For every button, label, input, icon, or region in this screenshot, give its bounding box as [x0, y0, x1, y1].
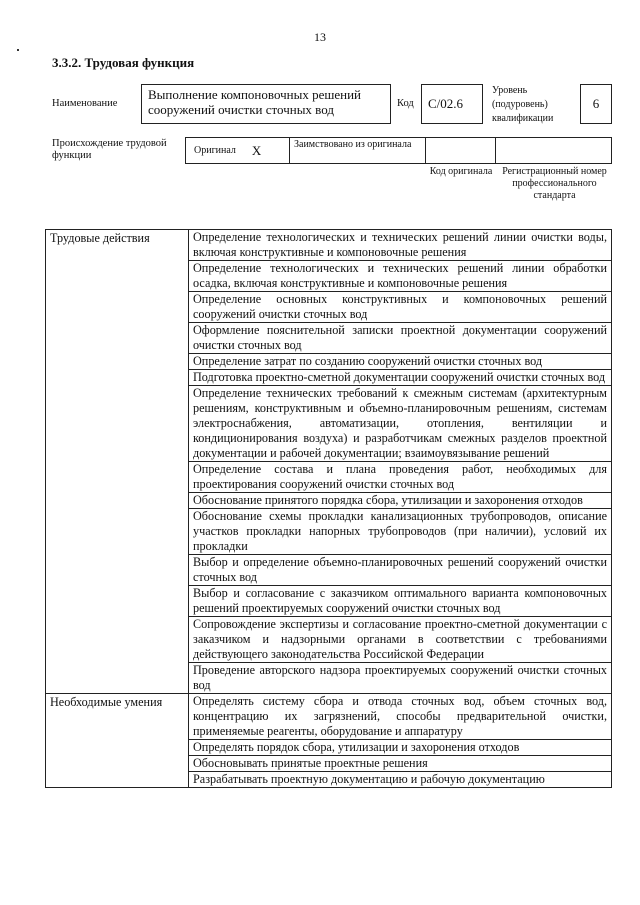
- name-label: Наименование: [52, 98, 118, 109]
- item-cell: Подготовка проектно-сметной документации сооружений очистки сточных вод: [189, 370, 612, 386]
- code-original-label: Код оригинала: [429, 166, 493, 177]
- item-cell: Определение технических требований к смежным системам (архитектурным решениям, конструктивным и объемно-планировочным решениям, системам электроснабжения, автоматизации, отопления, вентиляции и кондиционирования воздуха) и разработчикам смежных разделов проектной документации и рабочей документации; взаимоувязывание решений: [189, 386, 612, 462]
- qualification-level-field: 6: [580, 84, 612, 124]
- item-cell: Определять систему сбора и отвода сточных вод, объем сточных вод, концентрацию их загрязнений, способы предварительной очистки, применяемые реагенты, оборудование и аппаратуру: [189, 694, 612, 740]
- item-cell: Определение состава и плана проведения работ, необходимых для проектирования сооружений очистки сточных вод: [189, 462, 612, 493]
- original-cell: [186, 138, 290, 163]
- item-cell: Обоснование схемы прокладки канализационных трубопроводов, описание участков прокладки напорных трубопроводов (при наличии), условий их прокладки: [189, 509, 612, 555]
- page-number: 13: [314, 30, 326, 44]
- section-title: 3.3.2. Трудовая функция: [52, 55, 195, 70]
- table-row: [46, 694, 612, 740]
- origin-row: [185, 137, 612, 164]
- item-cell: Проведение авторского надзора проектируемых сооружений очистки сточных вод: [189, 663, 612, 694]
- item-cell: Определение затрат по созданию сооружений очистки сточных вод: [189, 354, 612, 370]
- item-cell: Определение технологических и технических решений линии обработки осадка, включая конструктивные и компоновочные решения: [189, 261, 612, 292]
- item-cell: Разрабатывать проектную документацию и рабочую документацию: [189, 772, 612, 788]
- item-cell: Выбор и согласование с заказчиком оптимального варианта компоновочных решений проектируемых сооружений очистки сточных вод: [189, 586, 612, 617]
- reg-number-cell: [496, 138, 611, 163]
- category-cell: Трудовые действия: [46, 230, 189, 694]
- code-original-cell: [426, 138, 496, 163]
- level-label: Уровень (подуровень) квалификации: [492, 85, 554, 124]
- item-cell: Обосновывать принятые проектные решения: [189, 756, 612, 772]
- item-cell: Обоснование принятого порядка сбора, утилизации и захоронения отходов: [189, 493, 612, 509]
- borrowed-cell: Заимствовано из оригинала: [290, 138, 426, 163]
- function-name-field: Выполнение компоновочных решений сооружений очистки сточных вод: [141, 84, 391, 124]
- item-cell: Определение технологических и технических решений линии очистки воды, включая конструктивные и компоновочные решения: [189, 230, 612, 261]
- item-cell: Определение основных конструктивных и компоновочных решений сооружений очистки сточных вод: [189, 292, 612, 323]
- original-mark: X: [251, 142, 262, 158]
- scan-speck: [17, 49, 19, 51]
- item-cell: Сопровождение экспертизы и согласование проектно-сметной документации с заказчиком и надзорными органами в соответствии с требованиями действующего законодательства Российской Федерации: [189, 617, 612, 663]
- item-cell: Оформление пояснительной записки проектной документации сооружений очистки сточных вод: [189, 323, 612, 354]
- category-cell: Необходимые умения: [46, 694, 189, 788]
- reg-number-label: Регистрационный номер профессионального стандарта: [502, 166, 607, 201]
- origin-label: Происхождение трудовой функции: [52, 138, 167, 161]
- item-cell: Определять порядок сбора, утилизации и захоронения отходов: [189, 740, 612, 756]
- function-table: [45, 229, 612, 788]
- original-label: Оригинал: [194, 145, 236, 156]
- function-code-field: C/02.6: [421, 84, 483, 124]
- code-label: Код: [397, 98, 414, 109]
- item-cell: Выбор и определение объемно-планировочных решений сооружений очистки сточных вод: [189, 555, 612, 586]
- table-row: [46, 230, 612, 261]
